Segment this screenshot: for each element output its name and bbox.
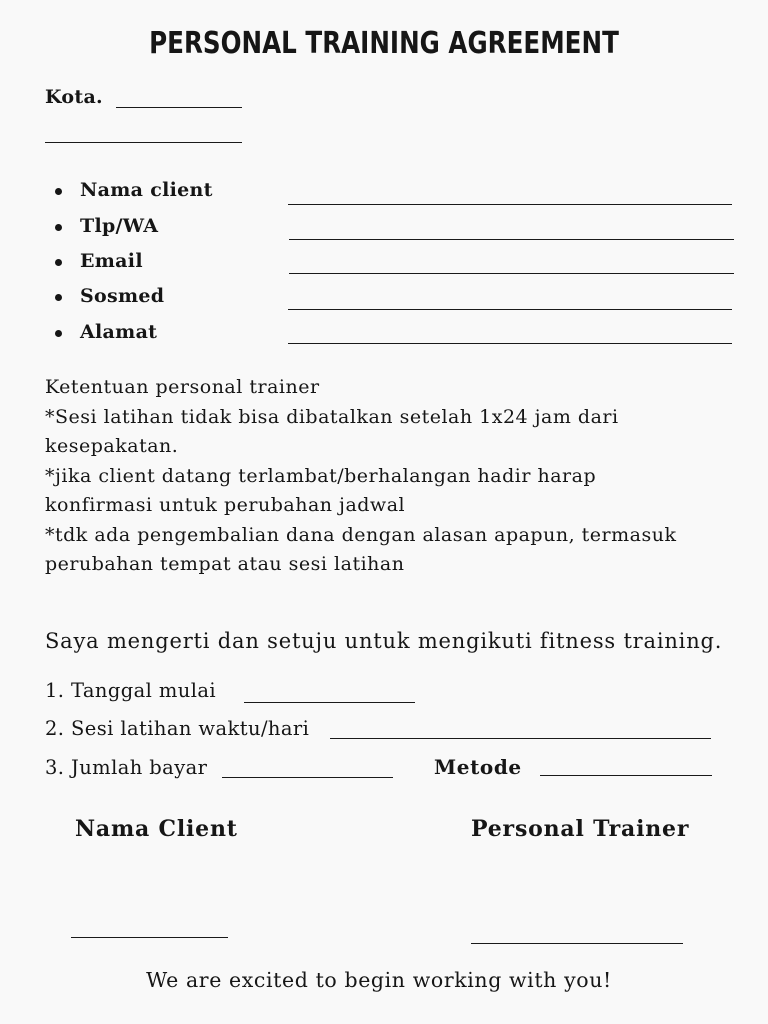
bullet-icon — [55, 188, 62, 195]
session-time-label: 2. Sesi latihan waktu/hari — [45, 717, 310, 740]
terms-line: kesepakatan. — [45, 435, 179, 457]
bullet-icon — [55, 224, 62, 231]
payment-amount-line[interactable] — [222, 777, 393, 778]
date-line[interactable] — [45, 142, 242, 143]
start-date-label: 1. Tanggal mulai — [45, 679, 217, 702]
client-signature-line[interactable] — [71, 937, 228, 938]
terms-line: *jika client datang terlambat/berhalangan hadir harap — [45, 464, 597, 487]
payment-method-label: Metode — [434, 755, 522, 779]
closing-message: We are excited to begin working with you! — [146, 968, 612, 992]
phone-line[interactable] — [289, 239, 734, 240]
terms-line: perubahan tempat atau sesi latihan — [45, 553, 405, 575]
trainer-signature-label: Personal Trainer — [471, 816, 690, 842]
phone-label: Tlp/WA — [80, 215, 159, 237]
session-time-line[interactable] — [330, 738, 711, 739]
payment-amount-label: 3. Jumlah bayar — [45, 756, 208, 779]
bullet-icon — [55, 259, 62, 266]
address-line[interactable] — [288, 343, 732, 344]
social-media-line[interactable] — [288, 309, 732, 310]
client-signature-label: Nama Client — [75, 816, 238, 842]
email-line[interactable] — [289, 273, 734, 274]
terms-heading: Ketentuan personal trainer — [45, 376, 320, 398]
client-name-label: Nama client — [80, 179, 213, 201]
terms-line: *tdk ada pengembalian dana dengan alasan apapun, termasuk — [45, 523, 677, 546]
address-label: Alamat — [80, 321, 158, 343]
email-label: Email — [80, 250, 143, 272]
terms-section — [45, 373, 735, 580]
agreement-statement: Saya mengerti dan setuju untuk mengikuti fitness training. — [45, 629, 723, 653]
trainer-signature-line[interactable] — [471, 943, 683, 944]
bullet-icon — [55, 294, 62, 301]
social-media-label: Sosmed — [80, 285, 165, 307]
city-label: Kota. — [45, 86, 103, 108]
bullet-icon — [55, 330, 62, 337]
page-title: PERSONAL TRAINING AGREEMENT — [149, 26, 619, 61]
payment-method-line[interactable] — [540, 775, 712, 776]
terms-line: konfirmasi untuk perubahan jadwal — [45, 494, 406, 516]
client-name-line[interactable] — [288, 204, 732, 205]
city-line[interactable] — [116, 107, 242, 108]
start-date-line[interactable] — [244, 702, 415, 703]
terms-line: *Sesi latihan tidak bisa dibatalkan setelah 1x24 jam dari — [45, 405, 619, 428]
